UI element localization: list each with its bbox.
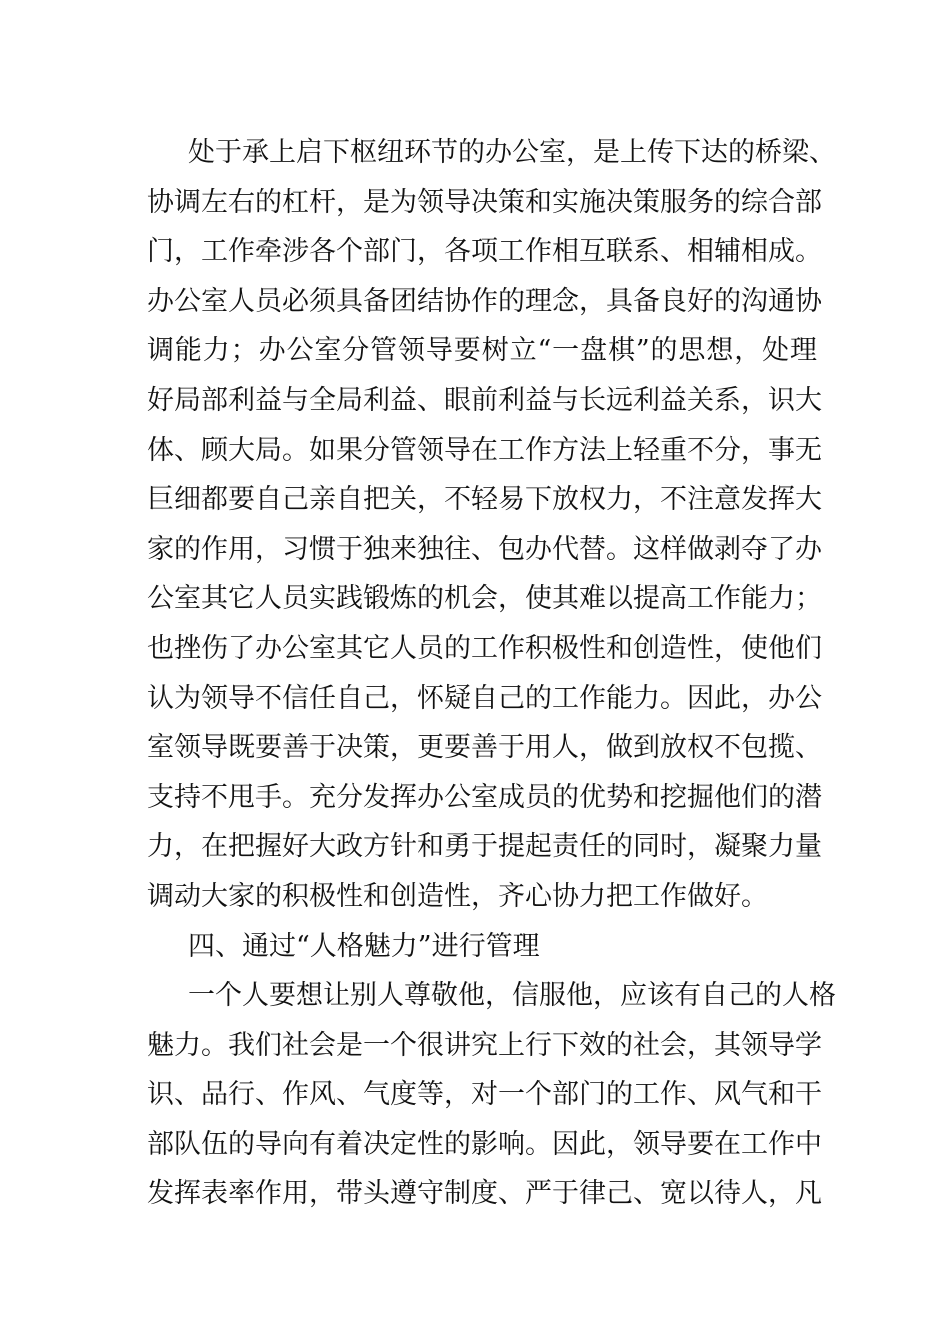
paragraph-line: 也挫伤了办公室其它人员的工作积极性和创造性，使他们 <box>147 632 822 664</box>
paragraph-line: 调能力；办公室分管领导要树立“一盘棋”的思想，处理 <box>147 335 817 367</box>
paragraph-line: 办公室人员必须具备团结协作的理念，具备良好的沟通协 <box>147 285 822 317</box>
paragraph-line: 识、品行、作风、气度等，对一个部门的工作、风气和干 <box>147 1079 822 1111</box>
paragraph-line: 支持不甩手。充分发挥办公室成员的优势和挖掘他们的潜 <box>147 781 822 813</box>
paragraph-line: 部队伍的导向有着决定性的影响。因此，领导要在工作中 <box>147 1128 822 1160</box>
paragraph-line: 魅力。我们社会是一个很讲究上行下效的社会，其领导学 <box>147 1029 822 1061</box>
paragraph-line: 公室其它人员实践锻炼的机会，使其难以提高工作能力； <box>147 583 822 615</box>
paragraph-line: 好局部利益与全局利益、眼前利益与长远利益关系，识大 <box>147 384 822 416</box>
paragraph-line: 一个人要想让别人尊敬他，信服他，应该有自己的人格 <box>188 980 836 1012</box>
paragraph-line: 调动大家的积极性和创造性，齐心协力把工作做好。 <box>147 880 768 912</box>
paragraph-line: 发挥表率作用，带头遵守制度、严于律己、宽以待人，凡 <box>147 1178 822 1210</box>
paragraph-line: 家的作用，习惯于独来独往、包办代替。这样做剥夺了办 <box>147 533 822 565</box>
paragraph-line: 协调左右的杠杆，是为领导决策和实施决策服务的综合部 <box>147 186 822 218</box>
paragraph-line: 力，在把握好大政方针和勇于提起责任的同时，凝聚力量 <box>147 831 822 863</box>
body-text <box>147 128 836 1219</box>
paragraph-line: 处于承上启下枢纽环节的办公室，是上传下达的桥梁、 <box>188 137 836 168</box>
paragraph-line: 认为领导不信任自己，怀疑自己的工作能力。因此，办公 <box>147 682 822 714</box>
paragraph-line: 体、顾大局。如果分管领导在工作方法上轻重不分，事无 <box>147 434 822 466</box>
paragraph-line: 巨细都要自己亲自把关，不轻易下放权力，不注意发挥大 <box>147 484 822 516</box>
paragraph-line: 室领导既要善于决策，更要善于用人，做到放权不包揽、 <box>147 732 822 764</box>
section-heading: 四、通过“人格魅力”进行管理 <box>188 930 540 962</box>
paragraph-line: 门，工作牵涉各个部门，各项工作相互联系、相辅相成。 <box>147 236 822 268</box>
